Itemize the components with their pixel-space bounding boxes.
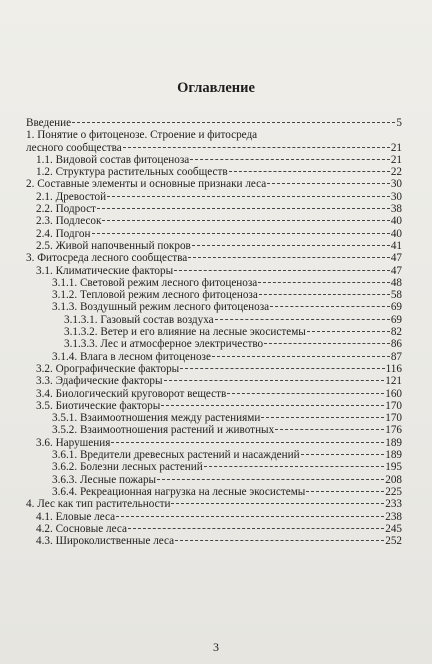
dot-leader — [212, 356, 390, 357]
toc-entry — [26, 277, 402, 289]
toc-entry-page: 176 — [385, 424, 402, 437]
toc-entry — [26, 523, 402, 535]
toc-entry-page: 47 — [390, 252, 402, 265]
toc-entry — [26, 437, 402, 449]
toc-entry — [26, 191, 402, 203]
toc-entry — [26, 486, 402, 498]
toc-entry-page: 170 — [385, 412, 402, 425]
dot-leader — [157, 479, 384, 480]
toc-entry-label: 3.6.3. Лесные пожары — [52, 473, 157, 486]
toc-title: Оглавление — [177, 80, 255, 96]
toc-entry — [26, 412, 402, 424]
dot-leader — [180, 368, 384, 369]
toc-entry — [26, 265, 402, 277]
toc-entry — [26, 178, 402, 190]
toc-entry-page: 21 — [390, 153, 402, 166]
toc-entry-label: 3.3. Эдафические факторы — [36, 375, 163, 388]
dot-leader — [190, 159, 390, 160]
toc-entry-page: 238 — [385, 510, 402, 523]
toc-entry — [26, 535, 402, 547]
toc-entry-label-continued: лесного сообщества — [26, 141, 122, 154]
toc-entry-label: 1. Понятие о фитоценозе. Строение и фитосреда — [26, 129, 258, 142]
dot-leader — [301, 454, 385, 455]
table-of-contents — [26, 117, 402, 547]
dot-leader — [261, 417, 384, 418]
toc-entry-page: 189 — [385, 449, 402, 462]
toc-entry — [26, 166, 402, 178]
toc-entry — [26, 129, 402, 154]
dot-leader — [307, 331, 390, 332]
toc-entry — [26, 388, 402, 400]
toc-entry-label: 1.1. Видовой состав фитоценоза — [36, 153, 190, 166]
toc-entry-label: 3.1.2. Тепловой режим лесного фитоценоза — [52, 289, 258, 302]
toc-entry — [26, 252, 402, 264]
toc-entry — [26, 351, 402, 363]
toc-entry — [26, 215, 402, 227]
toc-entry — [26, 326, 402, 338]
toc-entry — [26, 338, 402, 350]
toc-entry-label: 3.5. Биотические факторы — [36, 399, 161, 412]
dot-leader — [227, 393, 384, 394]
dot-leader — [270, 306, 390, 307]
toc-entry-label: 3.6.4. Рекреационная нагрузка на лесные экосистемы — [52, 485, 306, 498]
dot-leader — [72, 122, 395, 123]
toc-entry-page: 208 — [385, 473, 402, 486]
toc-entry-page: 40 — [390, 227, 402, 240]
toc-entry-page: 21 — [390, 141, 402, 154]
toc-entry — [26, 314, 402, 326]
dot-leader — [161, 405, 384, 406]
dot-leader — [97, 208, 390, 209]
dot-leader — [275, 429, 384, 430]
toc-entry — [26, 474, 402, 486]
dot-leader — [111, 442, 384, 443]
toc-entry-label: 4.1. Еловые леса — [36, 510, 116, 523]
toc-entry-page: 225 — [385, 485, 402, 498]
toc-entry-label: 3.1.3.3. Лес и атмосферное электричество — [64, 338, 264, 351]
toc-entry-page: 121 — [385, 375, 402, 388]
toc-entry — [26, 461, 402, 473]
toc-entry-page: 252 — [385, 535, 402, 548]
toc-entry-page: 160 — [385, 387, 402, 400]
toc-entry-page: 170 — [385, 399, 402, 412]
dot-leader — [175, 540, 384, 541]
toc-entry-label: 2.3. Подлесок — [36, 215, 102, 228]
toc-entry-label: 1.2. Структура растительных сообществ — [36, 166, 228, 179]
toc-entry-label: 3.6. Нарушения — [36, 436, 111, 449]
dot-leader — [258, 282, 390, 283]
toc-entry-label: 3.1.3.2. Ветер и его влияние на лесные экосистемы — [64, 326, 306, 339]
toc-entry-page: 5 — [396, 117, 402, 129]
toc-entry-label: 2.2. Подрост — [36, 203, 96, 216]
dot-leader — [171, 503, 384, 504]
toc-entry-page: 82 — [390, 326, 402, 339]
page-number: 3 — [213, 640, 219, 654]
toc-entry-page: 233 — [385, 498, 402, 511]
toc-entry-label: 3.1.3.1. Газовый состав воздуха — [64, 313, 214, 326]
toc-entry-page: 195 — [385, 461, 402, 474]
dot-leader — [188, 257, 390, 258]
toc-entry — [26, 228, 402, 240]
toc-entry-label: 4.2. Сосновые леса — [36, 522, 127, 535]
toc-entry-page: 245 — [385, 522, 402, 535]
toc-entry-page: 87 — [390, 350, 402, 363]
dot-leader — [215, 319, 390, 320]
dot-leader — [92, 233, 390, 234]
toc-entry-page: 40 — [390, 215, 402, 228]
toc-entry-label: 3.5.1. Взаимоотношения между растениями — [52, 412, 261, 425]
toc-entry-page: 38 — [390, 203, 402, 216]
toc-entry — [26, 154, 402, 166]
toc-entry — [26, 301, 402, 313]
toc-entry-page: 30 — [390, 178, 402, 191]
toc-entry-page: 47 — [390, 264, 402, 277]
dot-leader — [128, 528, 384, 529]
toc-entry-page: 86 — [390, 338, 402, 351]
toc-entry-page: 41 — [390, 239, 402, 252]
toc-entry-label: 3.6.1. Вредители древесных растений и насаждений — [52, 449, 300, 462]
dot-leader — [264, 343, 390, 344]
toc-entry — [26, 363, 402, 375]
toc-entry-page: 30 — [390, 190, 402, 203]
toc-entry-label: 3.6.2. Болезни лесных растений — [52, 461, 203, 474]
toc-entry-label: 3.1.1. Световой режим лесного фитоценоза — [52, 276, 258, 289]
toc-entry-label: 2. Составные элементы и основные признаки леса — [26, 178, 267, 191]
toc-entry-label: 2.4. Подгон — [36, 227, 91, 240]
toc-entry — [26, 289, 402, 301]
toc-entry-label: 4.3. Широколиственные леса — [36, 535, 175, 548]
toc-entry-page: 48 — [390, 276, 402, 289]
toc-entry — [26, 375, 402, 387]
toc-entry-label: 4. Лес как тип растительности — [26, 498, 171, 511]
toc-entry-label: 3.2. Орографические факторы — [36, 362, 180, 375]
toc-entry-page: 189 — [385, 436, 402, 449]
dot-leader — [116, 516, 384, 517]
toc-entry-label: 2.5. Живой напочвенный покров — [36, 239, 191, 252]
toc-entry-label: Введение — [26, 117, 72, 129]
toc-entry — [26, 240, 402, 252]
toc-entry — [26, 449, 402, 461]
toc-entry — [26, 498, 402, 510]
toc-entry-page: 69 — [390, 313, 402, 326]
toc-entry-label: 3.5.2. Взаимоотношения растений и животных — [52, 424, 275, 437]
toc-entry-label: 2.1. Древостой — [36, 190, 107, 203]
dot-leader — [192, 245, 390, 246]
dot-leader — [174, 270, 390, 271]
toc-entry-label: 3.1.4. Влага в лесном фитоценозе — [52, 350, 211, 363]
toc-entry-page: 116 — [385, 362, 402, 375]
toc-entry-page: 69 — [390, 301, 402, 314]
dot-leader — [306, 491, 384, 492]
dot-leader — [107, 196, 390, 197]
toc-entry-page: 58 — [390, 289, 402, 302]
toc-entry-label: 3.4. Биологический круговорот веществ — [36, 387, 227, 400]
toc-entry — [26, 511, 402, 523]
toc-entry-label: 3.1.3. Воздушный режим лесного фитоценоза — [52, 301, 270, 314]
toc-entry-label: 3.1. Климатические факторы — [36, 264, 174, 277]
toc-entry — [26, 117, 402, 129]
dot-leader — [164, 380, 385, 381]
toc-entry — [26, 400, 402, 412]
dot-leader — [229, 171, 390, 172]
dot-leader — [102, 220, 389, 221]
toc-entry — [26, 203, 402, 215]
toc-entry — [26, 424, 402, 436]
dot-leader — [123, 147, 390, 148]
toc-entry-page: 22 — [390, 166, 402, 179]
dot-leader — [204, 466, 384, 467]
toc-entry-label: 3. Фитосреда лесного сообщества — [26, 252, 188, 265]
dot-leader — [259, 294, 390, 295]
dot-leader — [267, 183, 390, 184]
